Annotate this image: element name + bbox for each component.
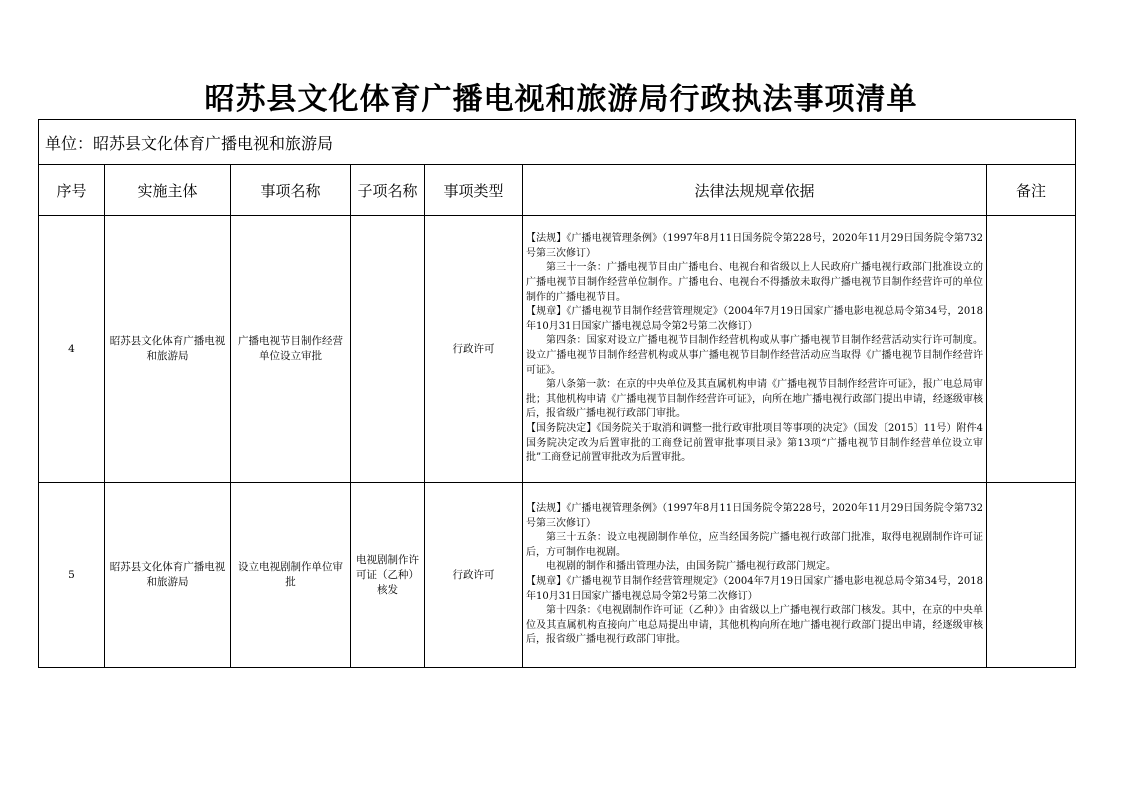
implementing-subject: 昭苏县文化体育广播电视和旅游局 xyxy=(105,483,231,668)
basis-paragraph: 【规章】《广播电视节目制作经营管理规定》（2004年7月19日国家广播电影电视总局令第34号，2018年10月31日国家广播电视总局令第2号第二次修订） xyxy=(526,576,983,602)
header-cell: 实施主体 xyxy=(105,165,231,216)
unit-label: 单位：昭苏县文化体育广播电视和旅游局 xyxy=(39,120,1076,165)
basis-paragraph: 第三十一条：广播电视节目由广播电台、电视台和省级以上人民政府广播电视行政部门批准设立的广播电视节目制作经营单位制作。广播电台、电视台不得播放未取得广播电视节目制作经营许可的单位制作的广播电视节目。 xyxy=(526,262,983,303)
basis-paragraph: 第四条：国家对设立广播电视节目制作经营机构或从事广播电视节目制作经营活动实行许可制度。设立广播电视节目制作经营机构或从事广播电视节目制作经营活动应当取得《广播电视节目制作经营许可证》。 xyxy=(526,335,983,376)
enforcement-items-table xyxy=(38,119,1076,668)
header-cell: 法律法规规章依据 xyxy=(523,165,987,216)
header-cell: 事项名称 xyxy=(231,165,351,216)
header-cell: 序号 xyxy=(39,165,105,216)
remarks xyxy=(987,216,1076,483)
row-number: 5 xyxy=(39,483,105,668)
basis-paragraph: 【法规】《广播电视管理条例》（1997年8月11日国务院令第228号，2020年11月29日国务院令第732号第三次修订） xyxy=(526,233,983,259)
item-type: 行政许可 xyxy=(425,483,523,668)
table-row xyxy=(39,216,1076,483)
basis-paragraph: 第十四条：《电视剧制作许可证（乙种）》由省级以上广播电视行政部门核发。其中，在京的中央单位及其直属机构直接向广电总局提出申请，其他机构向所在地广播电视行政部门提出申请，经逐级审核后，报省级广播电视行政部门审批。 xyxy=(526,605,983,646)
item-type: 行政许可 xyxy=(425,216,523,483)
basis-paragraph: 【规章】《广播电视节目制作经营管理规定》（2004年7月19日国家广播电影电视总局令第34号，2018年10月31日国家广播电视总局令第2号第二次修订） xyxy=(526,306,983,332)
basis-paragraph: 电视剧的制作和播出管理办法，由国务院广播电视行政部门规定。 xyxy=(546,561,836,573)
page-title: 昭苏县文化体育广播电视和旅游局行政执法事项清单 xyxy=(204,82,918,117)
legal-basis xyxy=(523,216,987,483)
item-name: 广播电视节目制作经营单位设立审批 xyxy=(231,216,351,483)
table-header-row xyxy=(39,165,1076,216)
implementing-subject: 昭苏县文化体育广播电视和旅游局 xyxy=(105,216,231,483)
table-row xyxy=(39,483,1076,668)
basis-paragraph: 第八条第一款：在京的中央单位及其直属机构申请《广播电视节目制作经营许可证》，报广电总局审批；其他机构申请《广播电视节目制作经营许可证》，向所在地广播电视行政部门提出申请，经逐级审核后，报省级广播电视行政部门审批。 xyxy=(526,379,983,420)
header-cell: 事项类型 xyxy=(425,165,523,216)
subitem-name xyxy=(351,216,425,483)
header-cell: 备注 xyxy=(987,165,1076,216)
basis-paragraph: 【法规】《广播电视管理条例》（1997年8月11日国务院令第228号，2020年11月29日国务院令第732号第三次修订） xyxy=(526,503,983,529)
header-cell: 子项名称 xyxy=(351,165,425,216)
row-number: 4 xyxy=(39,216,105,483)
basis-paragraph: 第三十五条：设立电视剧制作单位，应当经国务院广播电视行政部门批准，取得电视剧制作许可证后，方可制作电视剧。 xyxy=(526,532,983,558)
legal-basis xyxy=(523,483,987,668)
remarks xyxy=(987,483,1076,668)
basis-paragraph: 【国务院决定】《国务院关于取消和调整一批行政审批项目等事项的决定》（国发〔2015〕11号）附件4 国务院决定改为后置审批的工商登记前置审批事项目录》第13项“广播电视节目制作经营单位设立审批”工商登记前置审批改为后置审批。 xyxy=(526,422,983,464)
subitem-name: 电视剧制作许可证（乙种）核发 xyxy=(351,483,425,668)
item-name: 设立电视剧制作单位审批 xyxy=(231,483,351,668)
